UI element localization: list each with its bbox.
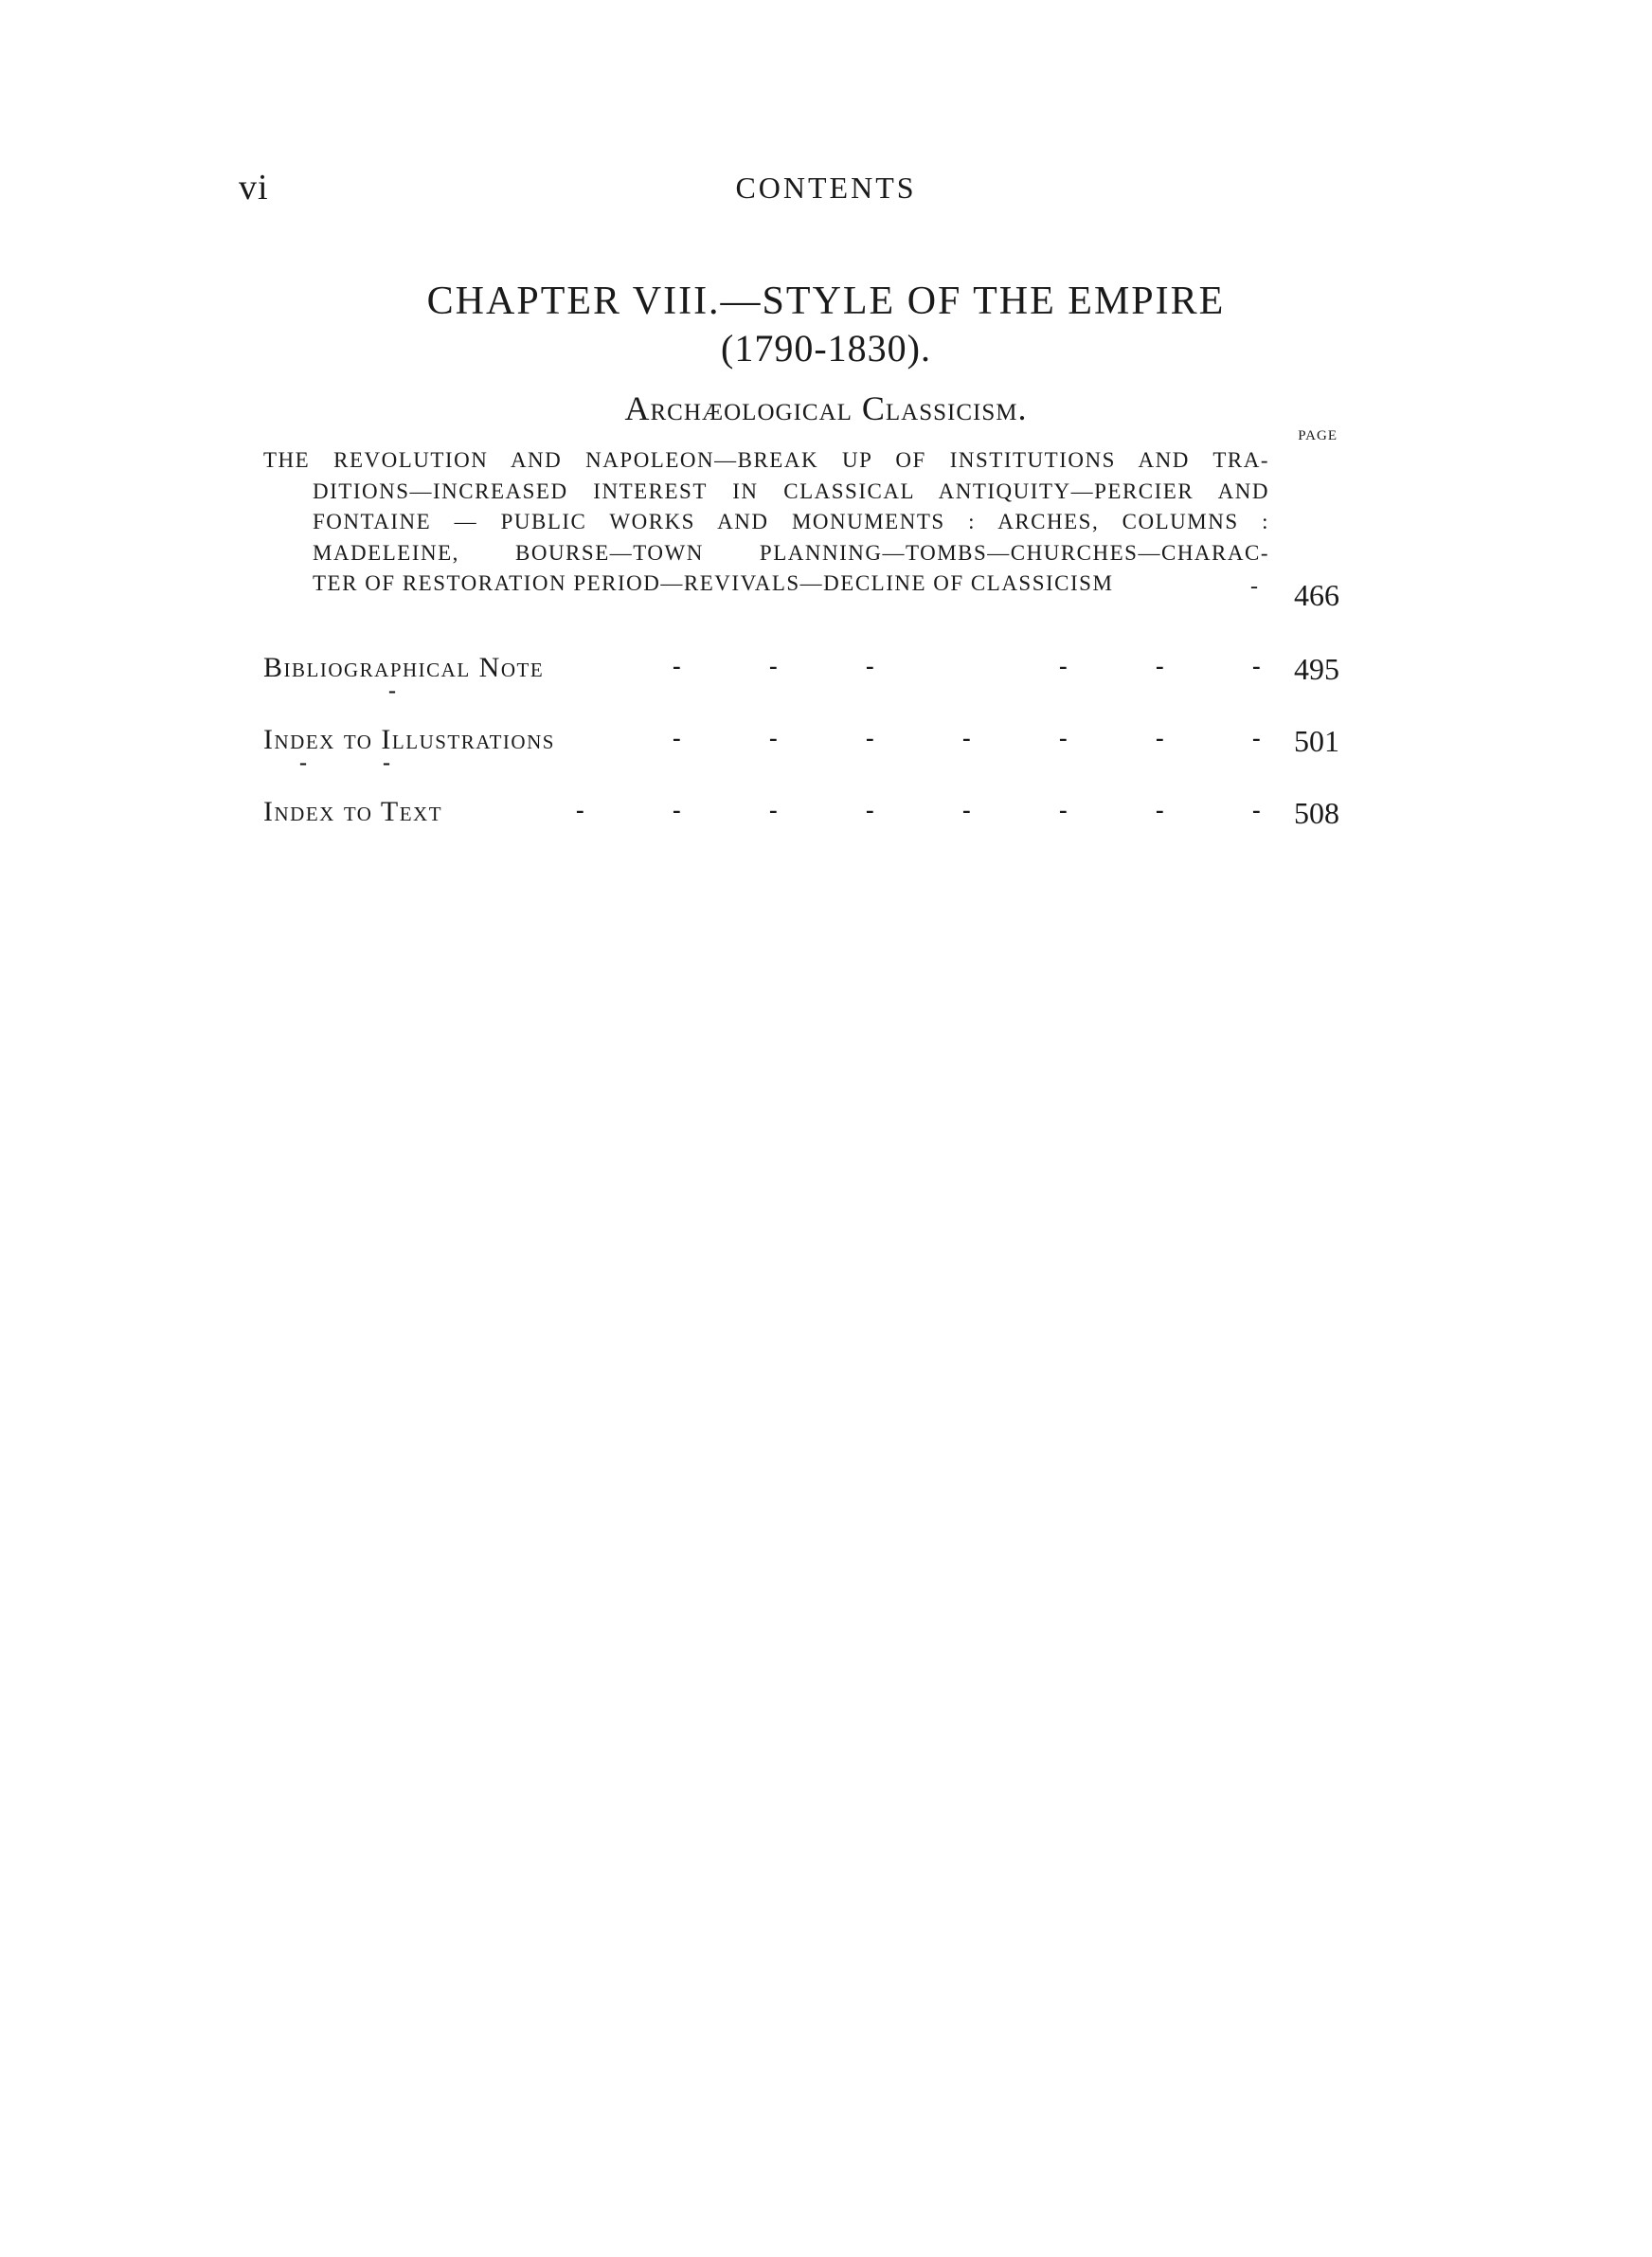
toc-entry-label: Index to Illustrations [263, 724, 555, 755]
summary-line: THE REVOLUTION AND NAPOLEON—BREAK UP OF INSTITUTIONS AND TRA- [263, 448, 1269, 472]
leader-dot: - [962, 724, 971, 751]
toc-entry-label: Bibliographical Note [263, 652, 545, 683]
running-head: CONTENTS [735, 171, 917, 205]
toc-entry-page: 508 [1294, 796, 1339, 830]
summary-page-number: 466 [1294, 578, 1339, 612]
leader-dot: - [769, 724, 778, 751]
leader-dot: - [1156, 652, 1164, 679]
leader-dot: - [1252, 652, 1261, 679]
leader-dot: - [673, 796, 681, 823]
chapter-dates: (1790-1830). [721, 327, 931, 370]
leader-dot: - [769, 652, 778, 679]
leader-dot: - [1252, 796, 1261, 823]
toc-entry-bibliographical-note[interactable] [263, 652, 1339, 699]
summary-line: MADELEINE, BOURSE—TOWN PLANNING—TOMBS—CHURCHES—CHARAC- [313, 540, 1269, 565]
leader-dot: - [576, 796, 584, 823]
summary-line: DITIONS—INCREASED INTEREST IN CLASSICAL ANTIQUITY—PERCIER AND [313, 478, 1269, 503]
summary-line: FONTAINE — PUBLIC WORKS AND MONUMENTS : ARCHES, COLUMNS : [313, 510, 1269, 533]
toc-entry-index-to-illustrations[interactable] [263, 724, 1339, 771]
chapter-subtitle: Archæological Classicism. [624, 389, 1028, 427]
leader-dot: - [866, 652, 874, 679]
chapter-title: CHAPTER VIII.—STYLE OF THE EMPIRE [426, 280, 1226, 323]
leader-dot: - [1059, 724, 1068, 751]
toc-entry-index-to-text[interactable] [263, 796, 1339, 843]
leader-dot: - [1059, 796, 1068, 823]
summary-leader: - [1250, 574, 1258, 599]
toc-entry-label: Index to Text [263, 796, 443, 827]
stray-mark: - [299, 750, 307, 775]
leader-dot: - [1252, 724, 1261, 751]
page-column-label: PAGE [1298, 428, 1338, 443]
leader-dot: - [962, 796, 971, 823]
summary-line: TER OF RESTORATION PERIOD—REVIVALS—DECLINE OF CLASSICISM [313, 571, 1114, 595]
toc-entry-page: 495 [1294, 652, 1339, 686]
stray-mark: - [388, 678, 396, 703]
leader-dot: - [1156, 724, 1164, 751]
leader-dot: - [769, 796, 778, 823]
leader-dot: - [1059, 652, 1068, 679]
leader-dot: - [673, 652, 681, 679]
chapter-summary [263, 445, 1269, 600]
leader-dot: - [673, 724, 681, 751]
stray-mark: - [383, 750, 390, 775]
leader-dot: - [866, 796, 874, 823]
leader-dot: - [866, 724, 874, 751]
toc-entry-page: 501 [1294, 724, 1339, 758]
leader-dot: - [1156, 796, 1164, 823]
page-number: vi [239, 168, 269, 208]
